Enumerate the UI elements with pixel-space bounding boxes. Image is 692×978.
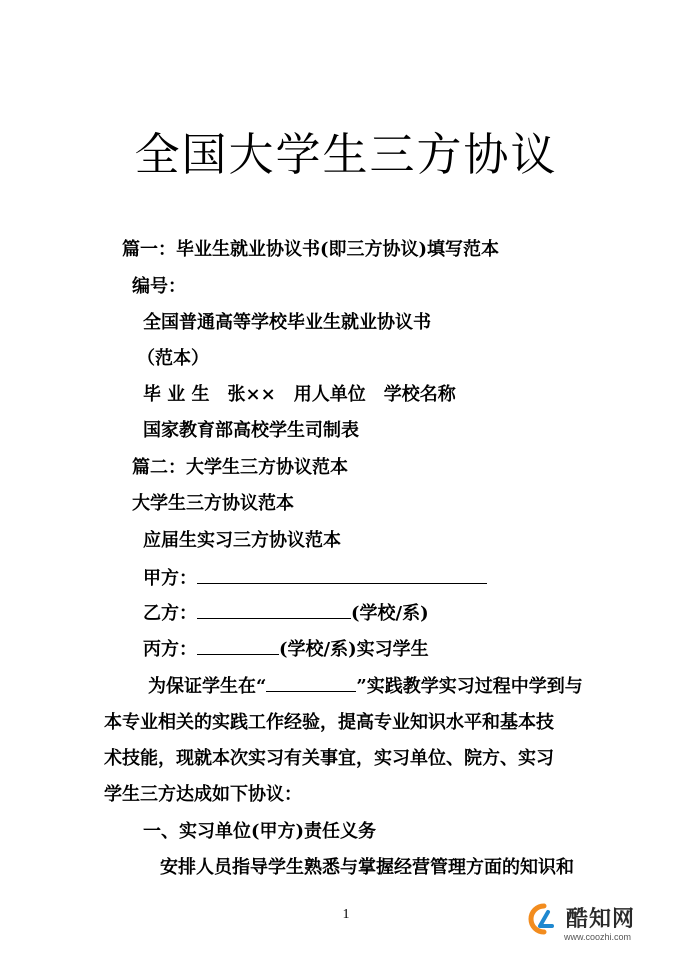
party-a-line: [143, 566, 487, 592]
watermark-url: www.coozhi.com: [564, 932, 632, 942]
text-line: 全国普通高等学校毕业生就业协议书: [143, 312, 431, 333]
text-line: 毕 业 生 张×× 用人单位 学校名称: [143, 384, 456, 405]
paragraph-line: 安排人员指导学生熟悉与掌握经营管理方面的知识和: [160, 857, 574, 878]
section-subheading: 一、实习单位(甲方)责任义务: [143, 821, 377, 842]
party-c-label: 丙方：: [143, 639, 197, 660]
serial-number-label: 编号：: [132, 276, 186, 297]
party-a-blank: [197, 566, 487, 584]
practice-name-blank: [266, 674, 356, 692]
party-b-blank: [197, 601, 351, 619]
party-a-label: 甲方：: [143, 568, 197, 589]
party-b-line: [143, 601, 429, 627]
document-title: 全国大学生三方协议: [134, 128, 558, 181]
watermark-brand: 酷知网: [566, 907, 636, 932]
page-number: 1: [342, 907, 350, 922]
section-heading-2: 篇二：大学生三方协议范本: [132, 457, 348, 478]
party-c-line: [143, 637, 429, 663]
text-line: （范本）: [137, 348, 209, 369]
party-c-suffix: (学校/系)实习学生: [279, 639, 429, 660]
paragraph-line: 本专业相关的实践工作经验，提高专业知识水平和基本技: [104, 712, 554, 733]
party-b-label: 乙方：: [143, 603, 197, 624]
paragraph-line: [148, 674, 583, 700]
paragraph-text: 为保证学生在“: [148, 676, 267, 697]
paragraph-line: 术技能，现就本次实习有关事宜，实习单位、院方、实习: [104, 748, 554, 769]
watermark: [522, 898, 662, 958]
paragraph-line: 学生三方达成如下协议：: [104, 784, 302, 805]
text-line: 应届生实习三方协议范本: [143, 530, 341, 551]
party-b-suffix: (学校/系): [351, 603, 429, 624]
text-line: 国家教育部高校学生司制表: [143, 420, 359, 441]
paragraph-text: ”实践教学实习过程中学到与: [356, 676, 583, 697]
text-line: 大学生三方协议范本: [132, 493, 294, 514]
party-c-blank: [197, 637, 279, 655]
section-heading-1: 篇一：毕业生就业协议书(即三方协议)填写范本: [122, 239, 500, 260]
coozhi-logo-icon: [522, 900, 560, 938]
